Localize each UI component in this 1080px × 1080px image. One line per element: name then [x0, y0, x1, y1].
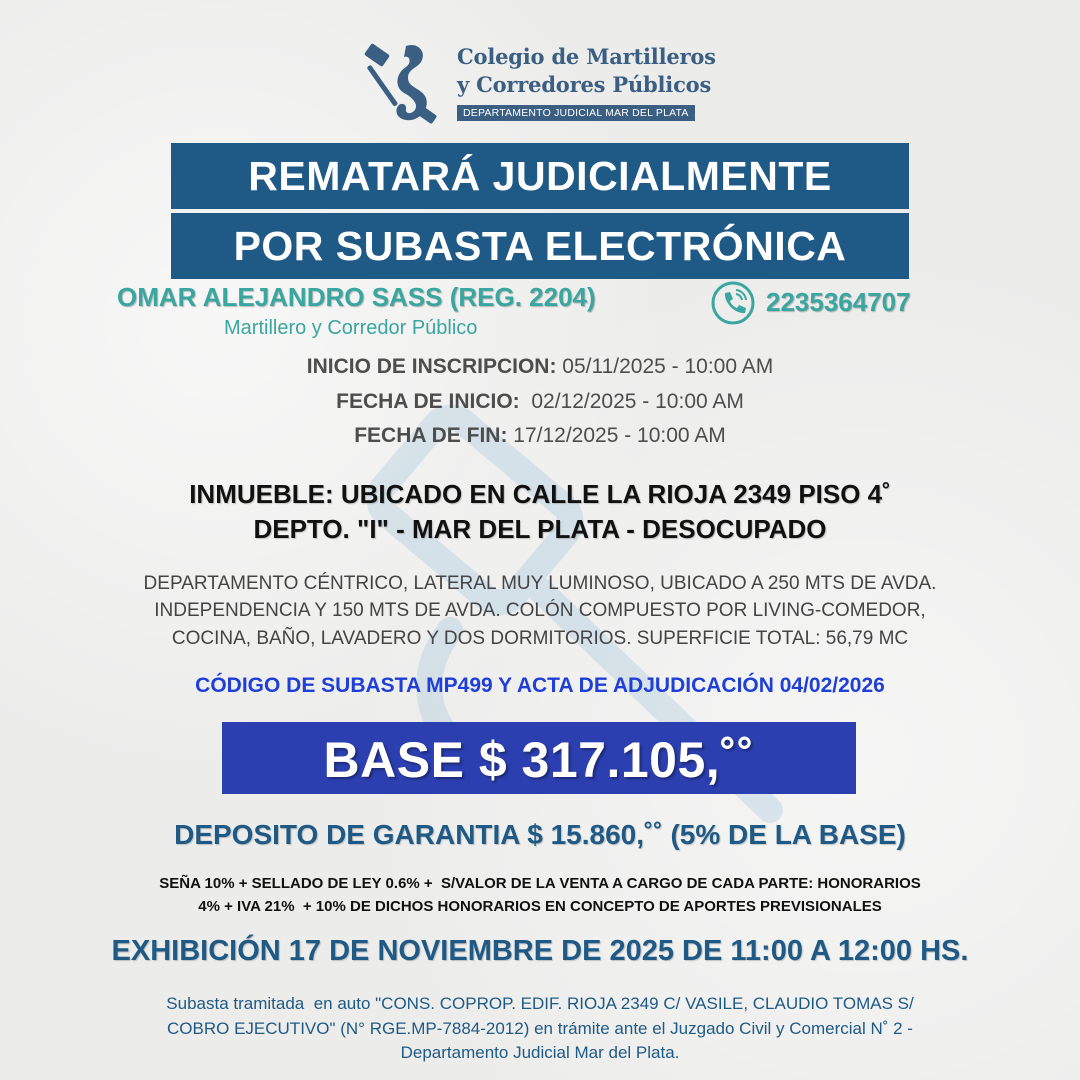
logo-title-line2: y Corredores Públicos	[457, 72, 712, 97]
fin-label: FECHA DE FIN:	[354, 424, 508, 447]
phone-icon	[710, 280, 756, 326]
fees-line1: SEÑA 10% + SELLADO DE LEY 0.6% + S/VALOR DE LA VENTA A CARGO DE CADA PARTE: HONORARIOS	[159, 875, 921, 892]
exhibition-date: EXHIBICIÓN 17 DE NOVIEMBRE DE 2025 DE 11:00 A 12:00 HS.	[111, 935, 969, 967]
description-line3: COCINA, BAÑO, LAVADERO Y DOS DORMITORIOS. SUPERFICIE TOTAL: 56,79 MC	[171, 628, 909, 649]
inscripcion-date	[0, 355, 1080, 379]
logo-title-line1: Colegio de Martilleros	[457, 44, 716, 69]
footer-line2: COBRO EJECUTIVO" (N° RGE.MP-7884-2012) en trámite ante el Juzgado Civil y Comercial N˚ 2 -	[167, 1019, 913, 1038]
inicio-label: FECHA DE INICIO:	[336, 390, 520, 413]
auctioneer-name: OMAR ALEJANDRO SASS (REG. 2204)	[117, 282, 596, 312]
footer-line3: Departamento Judicial Mar del Plata.	[400, 1043, 680, 1062]
phone-number[interactable]: 2235364707	[766, 287, 911, 317]
inicio-date	[0, 390, 1080, 414]
guarantee-deposit: DEPOSITO DE GARANTIA $ 15.860,˚˚ (5% DE LA BASE)	[174, 819, 906, 850]
description-line1: DEPARTAMENTO CÉNTRICO, LATERAL MUY LUMINOSO, UBICADO A 250 MTS DE AVDA.	[143, 573, 937, 594]
fees-line2: 4% + IVA 21% + 10% DE DICHOS HONORARIOS EN CONCEPTO DE APORTES PREVISIONALES	[198, 898, 882, 915]
inscripcion-value: 05/11/2025 - 10:00 AM	[556, 355, 774, 378]
fin-date	[0, 424, 1080, 448]
headline-banner-line1: REMATARÁ JUDICIALMENTE	[171, 143, 909, 209]
fin-value: 17/12/2025 - 10:00 AM	[507, 424, 726, 447]
headline-banner-line2: POR SUBASTA ELECTRÓNICA	[171, 213, 909, 279]
property-line2: DEPTO. "I" - MAR DEL PLATA - DESOCUPADO	[253, 514, 827, 544]
inicio-value: 02/12/2025 - 10:00 AM	[519, 390, 744, 413]
inscripcion-label: INICIO DE INSCRIPCION:	[306, 355, 557, 378]
base-price: BASE $ 317.105,˚˚	[323, 732, 755, 788]
logo	[362, 36, 722, 131]
footer-line1: Subasta tramitada en auto "CONS. COPROP. EDIF. RIOJA 2349 C/ VASILE, CLAUDIO TOMAS S/	[166, 994, 914, 1013]
description-line2: INDEPENDENCIA Y 150 MTS DE AVDA. COLÓN COMPUESTO POR LIVING-COMEDOR,	[154, 600, 926, 621]
base-price-box	[222, 722, 856, 794]
property-line1: INMUEBLE: UBICADO EN CALLE LA RIOJA 2349 PISO 4˚	[189, 479, 891, 509]
auction-code: CÓDIGO DE SUBASTA MP499 Y ACTA DE ADJUDICACIÓN 04/02/2026	[195, 674, 885, 697]
logo-department: DEPARTAMENTO JUDICIAL MAR DEL PLATA	[457, 105, 695, 121]
gavel-seahorse-logo-icon	[362, 40, 448, 130]
auctioneer-role: Martillero y Corredor Público	[224, 317, 478, 339]
